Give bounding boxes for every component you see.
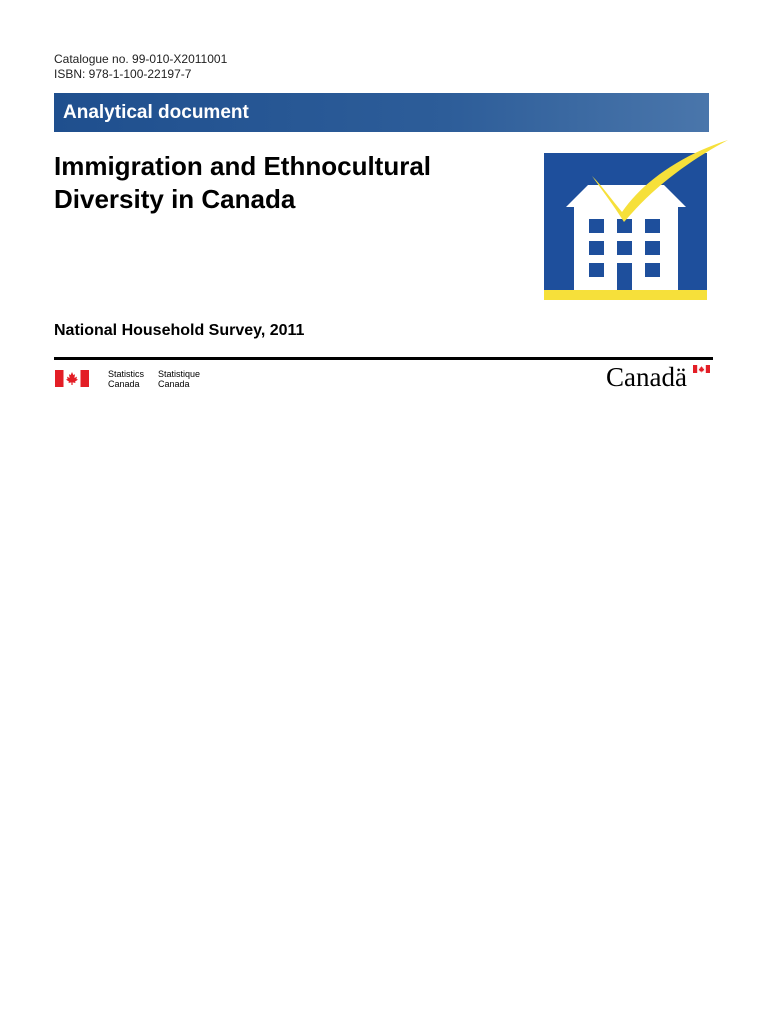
agency-fr-line-1: Statistique [158,369,201,379]
agency-en-line-1: Statistics [108,369,145,379]
agency-fr-line-2: Canada [158,379,190,389]
isbn: ISBN: 978-1-100-22197-7 [54,67,192,81]
wordmark-flag-icon [693,365,710,373]
agency-en-line-2: Canada [108,379,140,389]
catalogue-info [54,52,227,82]
house-with-checkmark-icon [544,140,728,302]
agency-name-english [108,369,144,389]
canada-flag-icon [55,370,89,387]
header-divider [54,357,713,360]
document-type-label: Analytical document [63,102,249,123]
survey-subtitle: National Household Survey, 2011 [54,322,305,339]
canada-wordmark-text: Canadä [606,362,687,392]
agency-name-french [158,369,200,389]
title-line-1: Immigration and Ethnocultural [54,151,432,181]
catalogue-number: Catalogue no. 99-010-X2011001 [54,52,228,66]
document-type-banner [54,93,709,132]
canada-wordmark [606,362,706,390]
page-title [54,150,524,216]
title-line-2: Diversity in Canada [54,184,296,214]
